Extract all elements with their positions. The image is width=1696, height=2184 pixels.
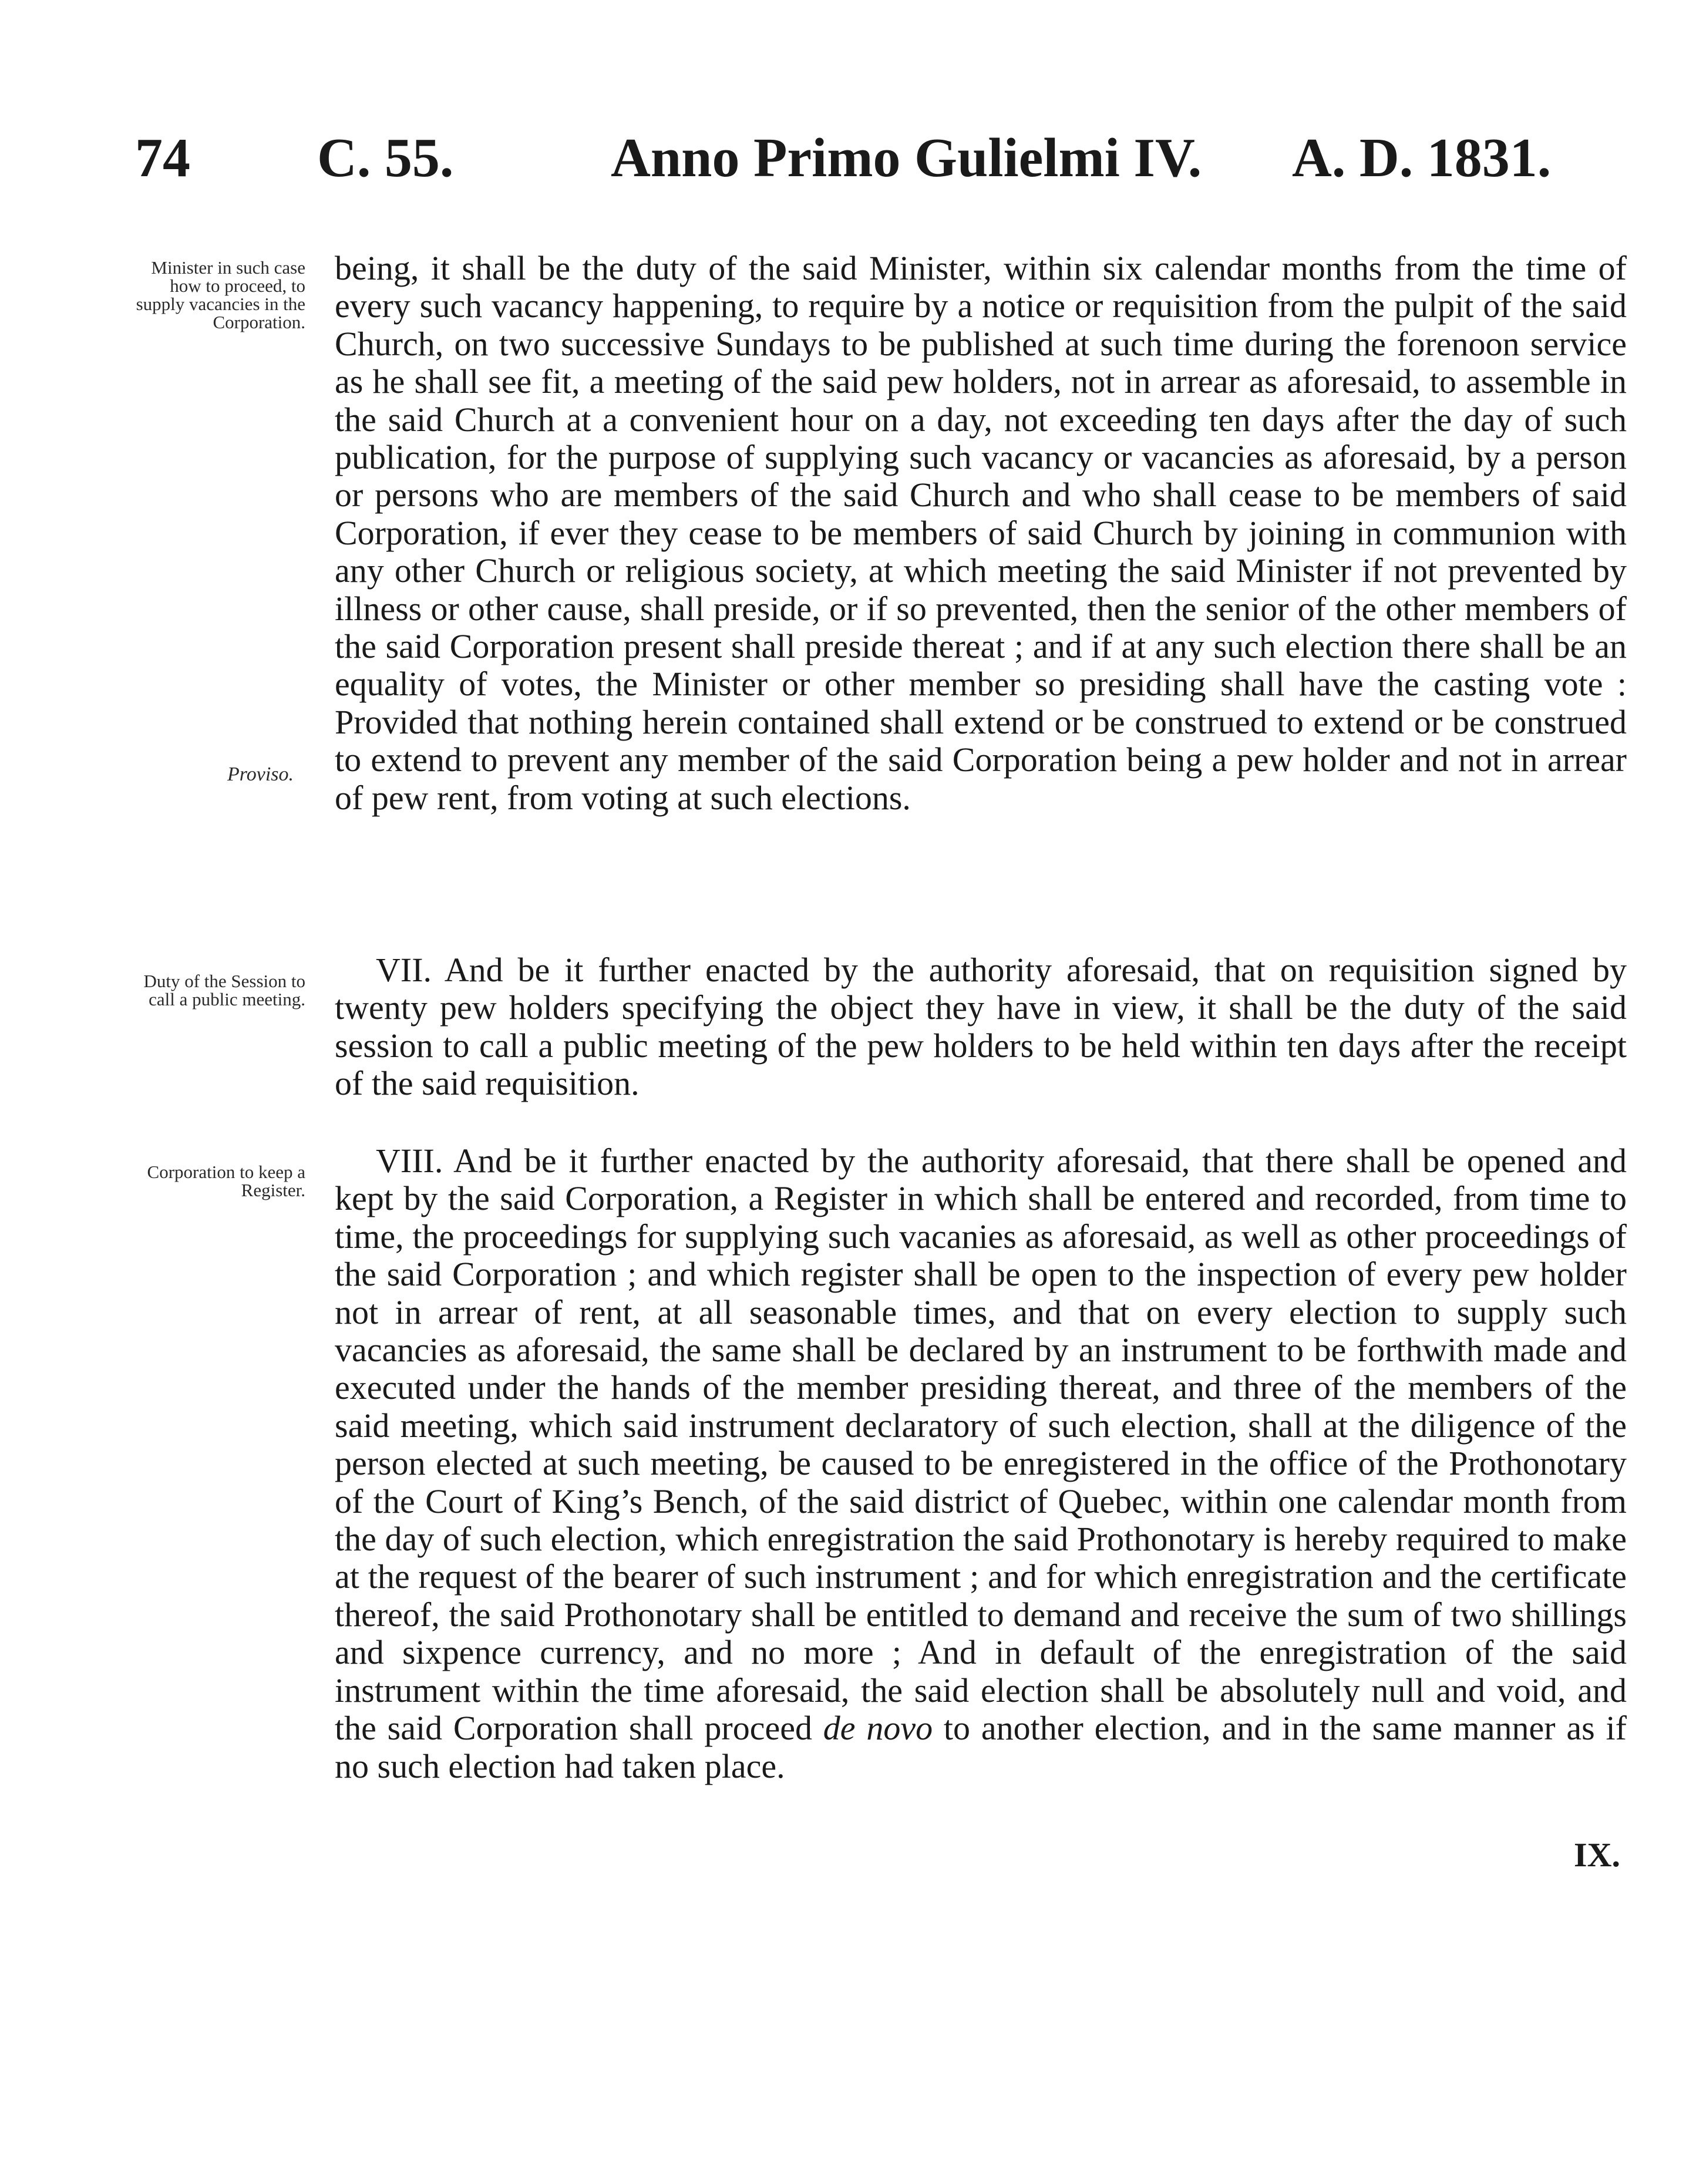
latin-phrase: de novo: [823, 1709, 933, 1748]
page-number: 74: [135, 127, 190, 189]
chapter-number: C. 55.: [317, 127, 454, 189]
paragraph-text: VII. And be it further enacted by the authority aforesaid, that on requisition signed by twenty pew holders specifying the object they have in view, it shall be the duty of the said session to call a public meeting of the pew holders to be held within ten days after the receipt of the said requisition.: [335, 951, 1627, 1103]
section-viii: [335, 1142, 1627, 1785]
year-label: A. D. 1831.: [1292, 127, 1552, 189]
paragraph-text: VIII. And be it further enacted by the authority aforesaid, that there shall be opened and kept by the said Corporation, a Register in which shall be entered and recorded, from time to time, the proceedings for supplying such vacanies as aforesaid, as well as other proceedings of the said Corporation ; and which register shall be open to the inspection of every pew holder not in arrear of rent, at all seasonable times, and that on every election to supply such vacancies as aforesaid, the same shall be declared by an instrument to be forthwith made and executed under the hands of the member presiding thereat, and three of the members of the said meeting, which said instrument declaratory of such election, shall at the diligence of the person elected at such meeting, be caused to be enregistered in the office of the Prothonotary of the Court of King’s Bench, of the said district of Quebec, within one calendar month from the day of such election, which enregistration the said Prothonotary is hereby required to make at the request of the bearer of such instrument ; and for which enregistration and the certificate thereof, the said Prothonotary shall be entitled to demand and receive the sum of two shillings and sixpence currency, and no more ; And in default of the enregistration of the said instrument within the time aforesaid, the said election shall be absolutely null and void, and the said Corporation shall proceed: [335, 1142, 1627, 1748]
paragraph-text: to another election, and in the same manner as if no such election had taken place.: [335, 1709, 1627, 1785]
margin-note-corporation-register: Corporation to keep a Register.: [147, 1162, 305, 1200]
paragraph-continuation: [335, 250, 1627, 817]
margin-note-duty-of-session: Duty of the Session to call a public meeting.: [143, 971, 305, 1009]
margin-note-proviso: Proviso.: [227, 763, 294, 785]
margin-note-minister: Minister in such case how to proceed, to supply vacancies in the Corporation.: [136, 257, 305, 332]
running-title: Anno Primo Gulielmi IV.: [611, 127, 1202, 189]
catchword: IX.: [1574, 1836, 1620, 1874]
paragraph-text: being, it shall be the duty of the said Minister, within six calendar months from the time of every such vacancy happening, to require by a notice or requisition from the pulpit of the said Church, on two successive Sundays to be published at such time during the forenoon service as he shall see fit, a meeting of the said pew holders, not in arrear as aforesaid, to assemble in the said Church at a convenient hour on a day, not exceeding ten days after the day of such publication, for the purpose of supplying such vacancy or vacancies as aforesaid, by a person or persons who are members of the said Church and who shall cease to be members of said Corporation, if ever they cease to be members of said Church by joining in communion with any other Church or religious society, at which meeting the said Minister if not prevented by illness or other cause, shall preside, or if so prevented, then the senior of the other members of the said Corporation present shall preside thereat ; and if at any such election there shall be an equality of votes, the Minister or other member so presiding shall have the casting vote : Provided that nothing herein contained shall extend or be construed to extend or be construed to extend to prevent any member of the said Corporation being a pew holder and not in arrear of pew rent, from voting at such elections.: [335, 249, 1627, 817]
section-vii: [335, 951, 1627, 1103]
